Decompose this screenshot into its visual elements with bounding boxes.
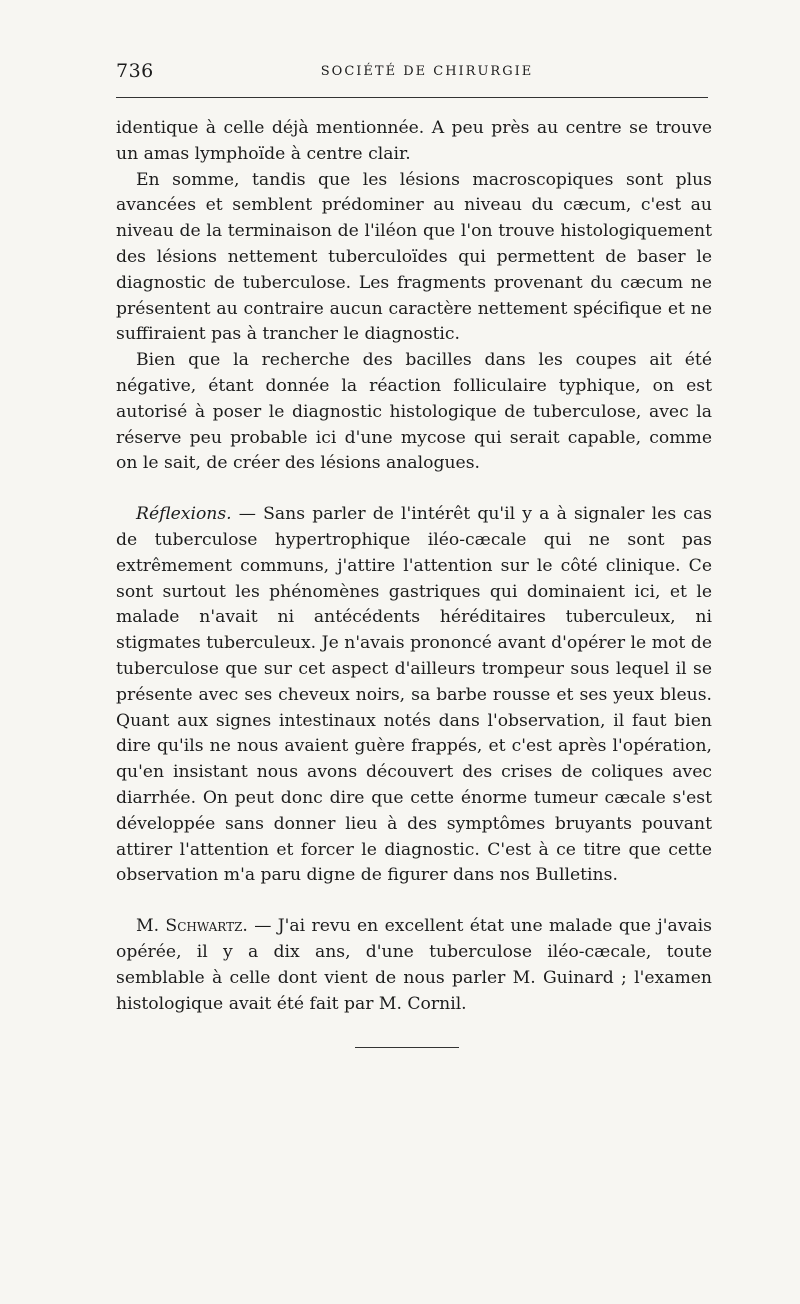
reflexions-text: — Sans parler de l'intérêt qu'il y a à signaler les cas de tuberculose hypertrophique iléo-cæcale qui ne sont pas extrêmement communs, j'attire l'attention sur le côté clinique. Ce sont surtout les phénomènes gastriques qui dominaient ici, et le malade n'avait ni antécédents héréditaires tuberculeux, ni stigmates tuberculeux. Je n'avais prononcé avant d'opérer le mot de tuberculose que sur cet aspect d'ailleurs trompeur sous lequel il se présente avec ses cheveux noirs, sa barbe rousse et ses yeux bleus. Quant aux signes intestinaux notés dans l'observation, il faut bien dire qu'ils ne nous avaient guère frappés, et c'est après l'opération, qu'en insistant nous avons découvert des crises de coliques avec diarrhée. On peut donc dire que cette énorme tumeur cæcale s'est développée sans donner lieu à des symptômes bruyants pouvant attirer l'attention et forcer le diagnostic. C'est à ce titre que cette observation m'a paru digne de figurer dans nos Bulletins.: [116, 504, 712, 886]
end-rule: [355, 1047, 459, 1048]
paragraph-gap: [116, 477, 712, 502]
header-rule: [116, 97, 708, 98]
speaker-name: Schwartz.: [165, 916, 248, 937]
paragraph-reflexions: [116, 502, 712, 889]
page-header: [116, 58, 708, 88]
speaker-prefix: M.: [136, 916, 166, 937]
reflexions-lead: Réflexions.: [136, 504, 232, 525]
paragraph-2: En somme, tandis que les lésions macroscopiques sont plus avancées et semblent prédominer au niveau du cæcum, c'est au niveau de la terminaison de l'iléon que l'on trouve histologiquement des lésions nettement tuberculoïdes qui permettent de baser le diagnostic de tuberculose. Les fragments provenant du cæcum ne présentent au contraire aucun caractère nettement spécifique et ne suffiraient pas à trancher le diagnostic.: [116, 169, 712, 345]
body-text: [116, 116, 712, 1017]
paragraph-gap: [116, 889, 712, 914]
running-title: SOCIÉTÉ DE CHIRURGIE: [320, 64, 534, 79]
paragraph-3: Bien que la recherche des bacilles dans les coupes ait été négative, étant donnée la réaction folliculaire typhique, on est autorisé à poser le diagnostic histologique de tuberculose, avec la réserve peu probable ici d'une mycose qui serait capable, comme on le sait, de créer des lésions analogues.: [116, 350, 712, 474]
paragraph-schwartz: [116, 914, 712, 1017]
page-number: 736: [116, 60, 154, 82]
schwartz-text: — J'ai revu en excellent état une malade que j'avais opérée, il y a dix ans, d'une tuberculose iléo-cæcale, toute semblable à celle dont vient de nous parler M. Guinard ; l'examen histologique avait été fait par M. Cornil.: [116, 916, 712, 1014]
paragraph-1: identique à celle déjà mentionnée. A peu près au centre se trouve un amas lymphoïde à centre clair.: [116, 118, 712, 164]
